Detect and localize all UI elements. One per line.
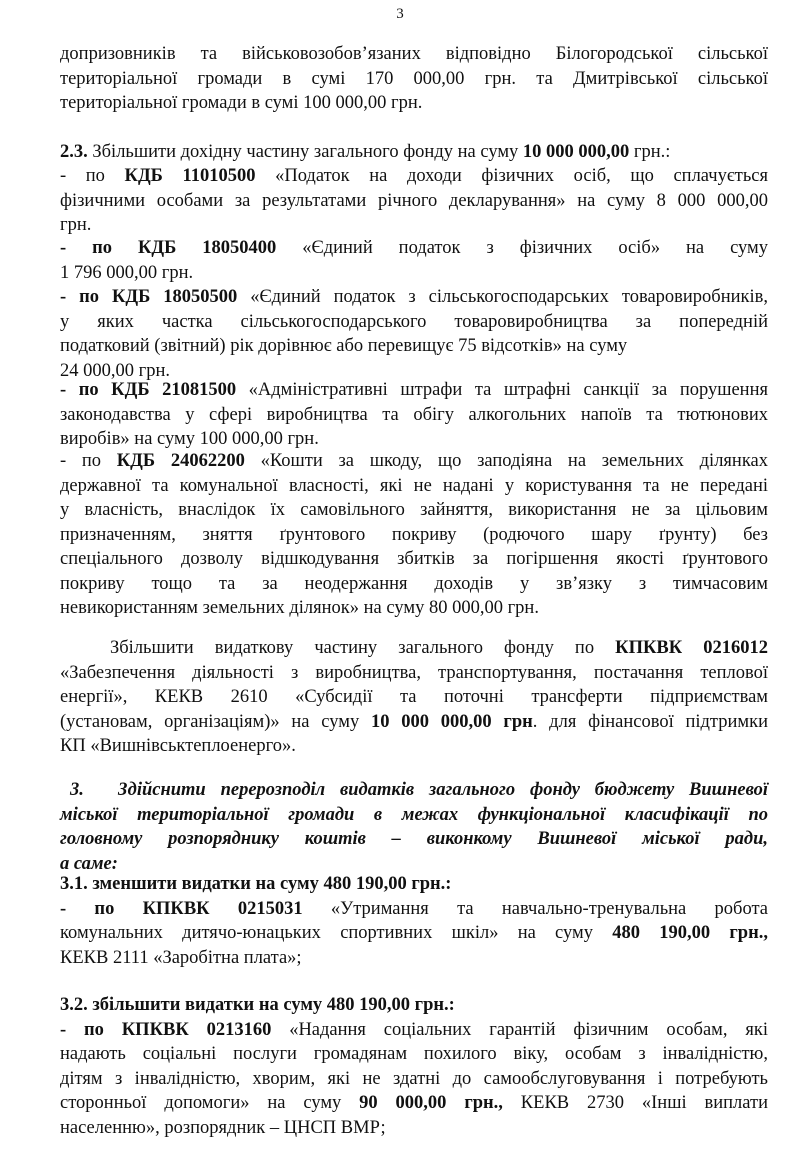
kdb-code: КДБ 18050500: [111, 287, 238, 307]
text-line: виробів» на суму 100 000,00 грн.: [60, 429, 319, 449]
item-text: «Надання соціальних гарантій фізичним особам, які: [271, 1019, 768, 1040]
subsection-title: 3.1. зменшити видатки на суму 480 190,00 грн.:: [60, 874, 452, 894]
amount: 10 000 000,00 грн: [370, 711, 533, 732]
text-segment: Здійснити перерозподіл видатків загального фонду бюджету Вишневої: [118, 780, 768, 800]
heading-text: Збільшити дохідну частину загального фонду на суму: [87, 142, 523, 162]
item-text: «Податок на доходи фізичних осіб, що сплачується: [255, 166, 769, 186]
amount: 10 000 000,00: [522, 142, 630, 162]
item-dash: - по: [60, 238, 138, 258]
text-line: законодавства у сфері виробництва та обігу алкогольних напоїв та тютюнових: [60, 404, 768, 425]
section-2-3-heading: [60, 140, 768, 165]
item-text: «Кошти за шкоду, що заподіяна на земельних ділянках: [244, 451, 769, 471]
text-line: фізичними особами за результатами річного декларування» на суму 8 000 000,00: [60, 190, 768, 211]
text-segment: Збільшити видаткову частину загального фонду по: [110, 638, 616, 658]
text-line: надають соціальні послуги громадянам похилого віку, особам з інвалідністю,: [60, 1044, 768, 1064]
text-line: головному розпоряднику коштів – виконкому Вишневої міської ради,: [60, 829, 768, 849]
item-dash: - по: [60, 451, 117, 471]
text-line: покриву тощо та за неодержання доходів у зв’язку з тимчасовим: [60, 573, 768, 594]
text-segment: КЕКВ 2730 «Інші виплати: [502, 1093, 768, 1113]
expenditure-paragraph: [60, 636, 768, 759]
text-line: міської територіальної громади в межах функціональної класифікації по: [60, 804, 768, 825]
amount: 480 190,00 грн.,: [612, 923, 768, 943]
text-line: у яких частка сільськогосподарського товаровиробництва за попередній: [60, 311, 768, 332]
kdb-code: КДБ 24062200: [116, 451, 245, 471]
section-3-1: [60, 872, 768, 970]
item-text: «Утримання та навчально-тренувальна робота: [302, 898, 768, 919]
text-line: невикористанням земельних ділянок» на суму 80 000,00 грн.: [60, 598, 539, 618]
text-line: територіальної громади в сумі 170 000,00 грн. та Дмитрівської сільської: [60, 68, 768, 89]
kpkvk-code: КПКВК 0213160: [121, 1019, 272, 1040]
text-line: 1 796 000,00 грн.: [60, 262, 194, 283]
text-line: грн.: [60, 215, 92, 235]
kdb-code: КДБ 21081500: [111, 380, 237, 400]
text-line: призначенням, зняття ґрунтового покриву (родючого шару ґрунту) без: [60, 524, 768, 545]
item-dash: - по: [60, 166, 125, 186]
page-number: 3: [396, 6, 404, 22]
section-3-2: [60, 993, 768, 1140]
kpkvk-code: КПКВК 0216012: [615, 638, 768, 658]
section-3: [60, 778, 768, 876]
revenue-item-24062200: [60, 449, 768, 621]
item-text: «Адміністративні штрафи та штрафні санкції за порушення: [236, 380, 768, 400]
item-dash: - по: [60, 287, 112, 307]
item-text: «Єдиний податок з сільськогосподарських товаровиробників,: [237, 287, 768, 307]
text-segment: (установам, організаціям)» на суму: [60, 711, 371, 732]
text-line: дітям з інвалідністю, хворим, які не здатні до самообслуговування і потребують: [60, 1068, 768, 1089]
paragraph-continuation: [60, 42, 768, 116]
item-dash: - по: [60, 898, 143, 919]
revenue-item-18050400: [60, 236, 768, 285]
section-number: 2.3.: [60, 142, 88, 162]
text-line: територіальної громади в сумі 100 000,00 грн.: [60, 93, 423, 113]
kpkvk-code: КПКВК 0215031: [142, 898, 303, 919]
revenue-item-21081500: [60, 378, 768, 452]
subsection-title: 3.2. збільшити видатки на суму 480 190,00 грн.:: [60, 995, 455, 1015]
text-segment: комунальних дитячо-юнацьких спортивних шкіл» на суму: [60, 923, 613, 943]
text-line: «Забезпечення діяльності з виробництва, транспортування, постачання теплової: [60, 662, 768, 683]
text-line: спеціального дозволу відшкодування збитків за погіршення якості ґрунтового: [60, 549, 768, 569]
kdb-code: КДБ 11010500: [124, 166, 256, 186]
text-line: у власність, внаслідок їх самовільного зайняття, використання не за цільовим: [60, 500, 768, 520]
text-segment: . для фінансової підтримки: [532, 711, 768, 732]
text-line: податковий (звітний) рік дорівнює або перевищує 75 відсотків» на суму: [60, 336, 628, 356]
kdb-code: КДБ 18050400: [137, 238, 277, 258]
text-line: допризовників та військовозобов’язаних відповідно Білогородської сільської: [60, 44, 768, 64]
text-line: енергії», КЕКВ 2610 «Субсидії та поточні трансферти підприємствам: [60, 687, 768, 707]
text-line: КП «Вишнівськтеплоенерго».: [60, 736, 296, 756]
amount: 90 000,00 грн.,: [359, 1093, 503, 1113]
text-line: населенню», розпорядник – ЦНСП ВМР;: [60, 1117, 386, 1138]
text-line: а саме:: [60, 853, 118, 874]
heading-text-end: грн.:: [629, 142, 671, 162]
section-number: 3.: [70, 780, 84, 800]
revenue-item-18050500: [60, 285, 768, 383]
item-dash: - по: [60, 1019, 122, 1040]
text-segment: сторонньої допомоги» на суму: [60, 1093, 360, 1113]
text-line: КЕКВ 2111 «Заробітна плата»;: [60, 947, 302, 968]
text-line: 24 000,00 грн.: [60, 360, 170, 381]
revenue-item-11010500: [60, 164, 768, 238]
item-dash: - по: [60, 380, 112, 400]
text-line: державної та комунальної власності, які не надані у користування та не передані: [60, 475, 768, 496]
item-text: «Єдиний податок з фізичних осіб» на суму: [276, 238, 768, 258]
